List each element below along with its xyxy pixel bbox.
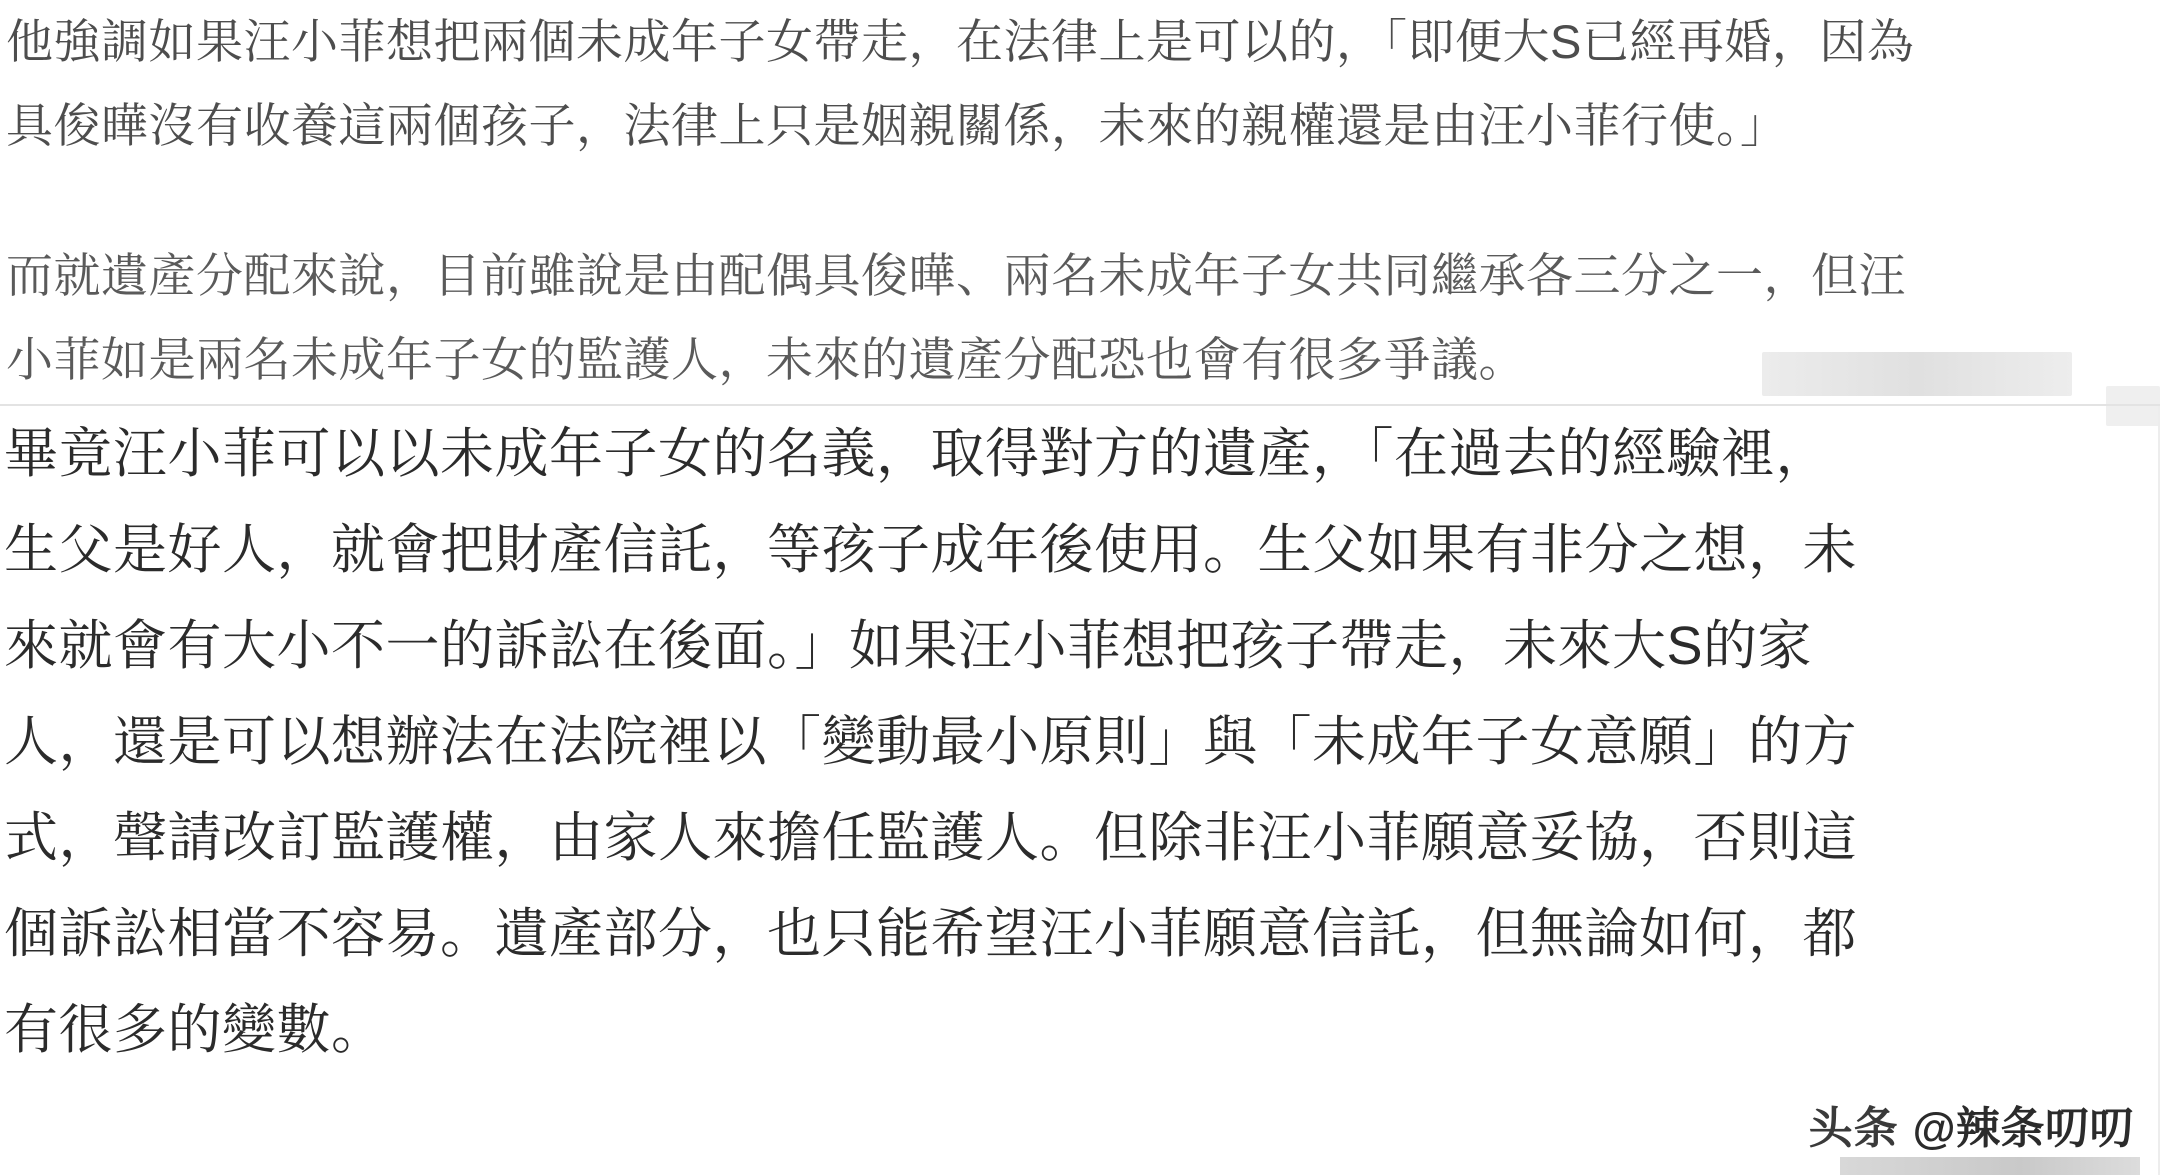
- paragraph-line: 小菲如是兩名未成年子女的監護人，未來的遺產分配恐也會有很多爭議。: [6, 333, 1526, 386]
- watermark: [1808, 1104, 2134, 1153]
- paragraph-line: 人，還是可以想辦法在法院裡以「變動最小原則」與「未成年子女意願」的方: [4, 712, 1857, 772]
- paragraph-line: 他強調如果汪小菲想把兩個未成年子女帶走，在法律上是可以的，「即便大S已經再婚，因為: [6, 15, 1915, 68]
- paragraph-line: 而就遺產分配來說，目前雖說是由配偶具俊曄、兩名未成年子女共同繼承各三分之一，但汪: [6, 249, 1906, 302]
- paragraph-line: 有很多的變數。: [4, 1000, 386, 1060]
- article-bottom-block: [0, 404, 2160, 1078]
- paragraph-line: 具俊曄沒有收養這兩個孩子，法律上只是姻親關係，未來的親權還是由汪小菲行使。」: [6, 99, 1788, 152]
- paragraph-line: 個訴訟相當不容易。遺產部分，也只能希望汪小菲願意信託，但無論如何，都: [4, 904, 1857, 964]
- paragraph-line: 畢竟汪小菲可以以未成年子女的名義，取得對方的遺產，「在過去的經驗裡，: [4, 424, 1830, 484]
- toutiao-logo: 头条: [1808, 1104, 1899, 1153]
- redaction-smudge: [1762, 352, 2072, 396]
- paragraph-line: 生父是好人，就會把財產信託，等孩子成年後使用。生父如果有非分之想，未: [4, 520, 1857, 580]
- watermark-bar: [1840, 1157, 2140, 1175]
- article-top-block: [0, 0, 2160, 402]
- paragraph-line: 來就會有大小不一的訴訟在後面。」如果汪小菲想把孩子帶走，未來大S的家: [4, 616, 1813, 676]
- watermark-account-name: @辣条叨叨: [1912, 1104, 2134, 1153]
- paragraph-spacer: [6, 168, 2154, 234]
- paragraph-line: 式，聲請改訂監護權，由家人來擔任監護人。但除非汪小菲願意妥協，否則這: [4, 808, 1857, 868]
